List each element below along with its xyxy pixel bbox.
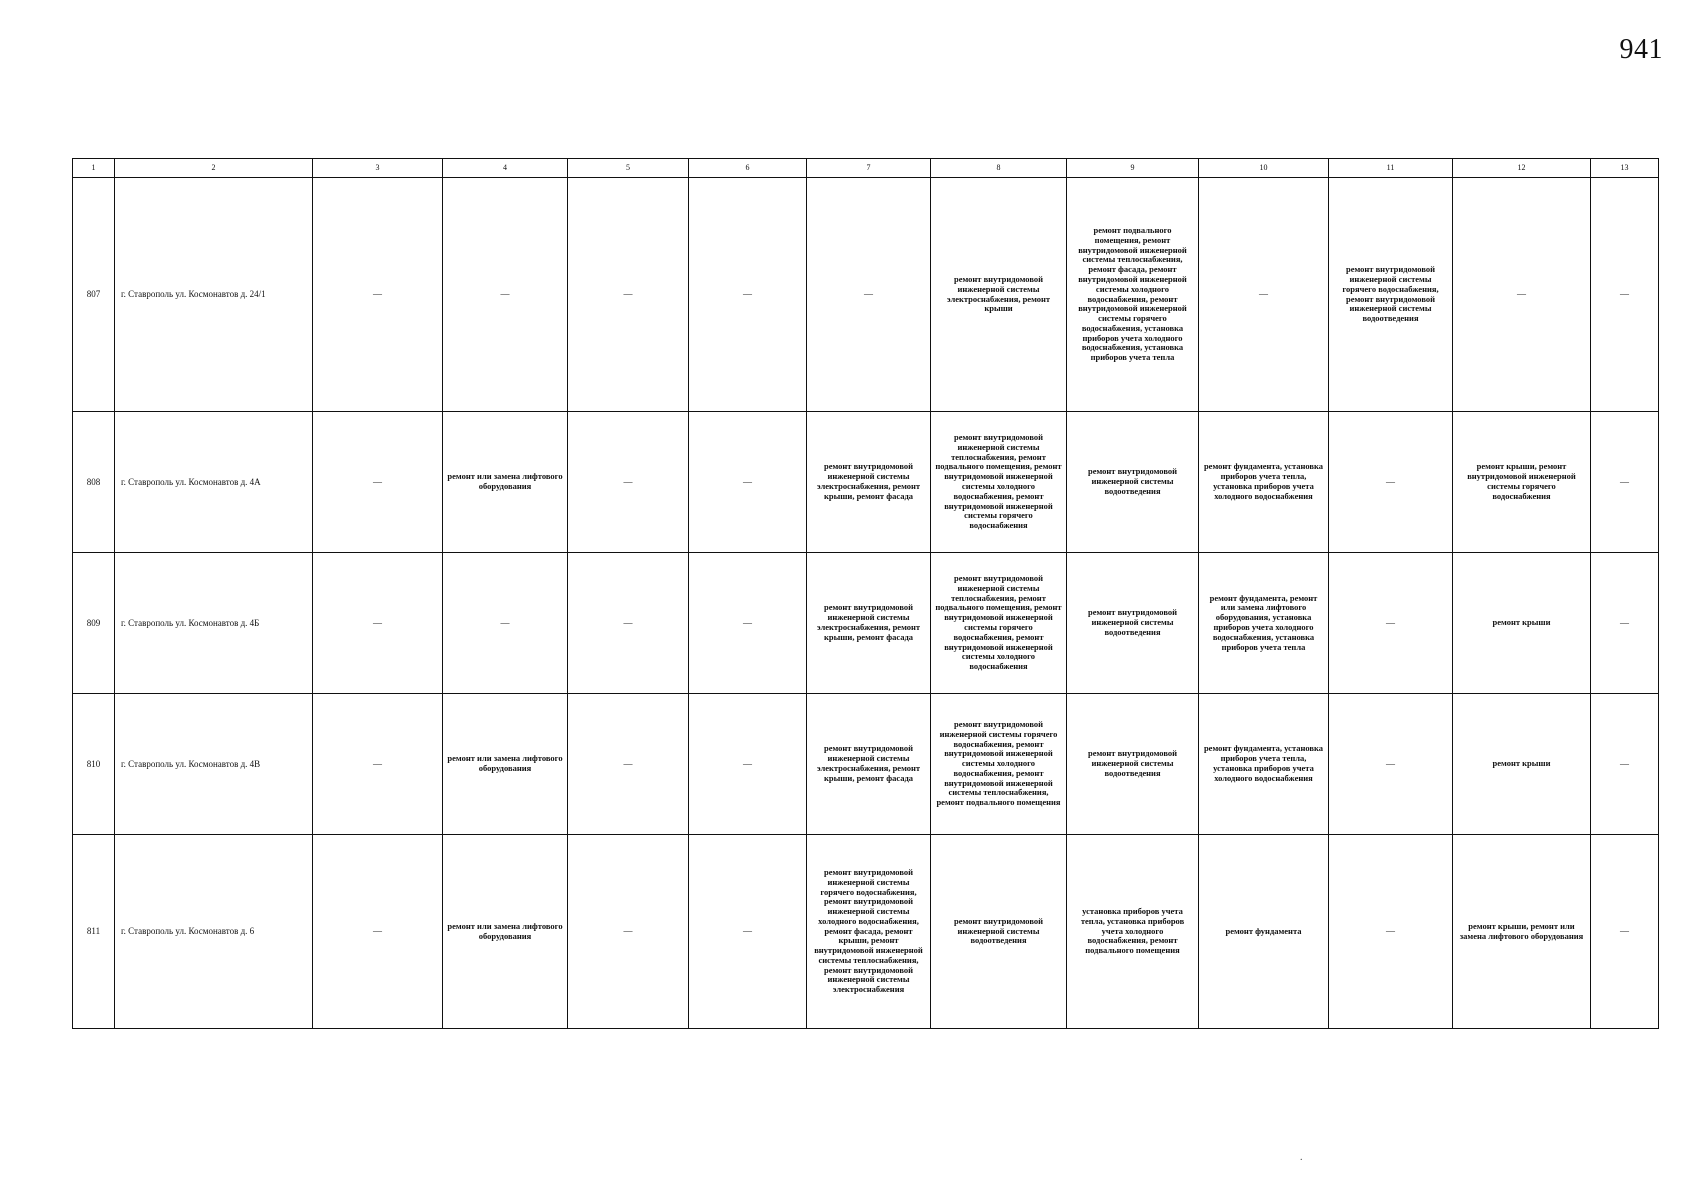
- column-header: 2: [115, 159, 313, 178]
- row-number: 807: [73, 178, 115, 412]
- work-cell: —: [1329, 694, 1453, 835]
- repair-schedule-table: [72, 158, 1659, 1029]
- work-cell: ремонт внутридомовой инженерной системы горячего водоснабжения, ремонт внутридомовой инженерной системы холодного водоснабжения, ремонт фасада, ремонт крыши, ремонт внутридомовой инженерной системы теплоснабжения, ремонт внутридомовой инженерной системы электроснабжения: [807, 835, 931, 1029]
- work-cell: ремонт или замена лифтового оборудования: [443, 412, 568, 553]
- column-header: 5: [568, 159, 689, 178]
- work-cell: —: [1591, 178, 1659, 412]
- work-cell: —: [807, 178, 931, 412]
- work-cell: ремонт внутридомовой инженерной системы водоотведения: [1067, 412, 1199, 553]
- work-cell: —: [689, 178, 807, 412]
- row-number: 811: [73, 835, 115, 1029]
- address-cell: г. Ставрополь ул. Космонавтов д. 24/1: [115, 178, 313, 412]
- column-header: 4: [443, 159, 568, 178]
- column-header: 3: [313, 159, 443, 178]
- work-cell: —: [1453, 178, 1591, 412]
- table-row: [73, 835, 1659, 1029]
- work-cell: —: [313, 694, 443, 835]
- work-cell: ремонт или замена лифтового оборудования: [443, 694, 568, 835]
- work-cell: —: [313, 835, 443, 1029]
- table-row: [73, 694, 1659, 835]
- work-cell: —: [1199, 178, 1329, 412]
- work-cell: ремонт крыши: [1453, 694, 1591, 835]
- work-cell: ремонт внутридомовой инженерной системы горячего водоснабжения, ремонт внутридомовой инженерной системы холодного водоснабжения, ремонт внутридомовой инженерной системы теплоснабжения, ремонт подвального помещения: [931, 694, 1067, 835]
- column-header: 6: [689, 159, 807, 178]
- stray-mark: .: [1300, 1152, 1303, 1163]
- work-cell: —: [1591, 694, 1659, 835]
- column-header: 11: [1329, 159, 1453, 178]
- work-cell: установка приборов учета тепла, установка приборов учета холодного водоснабжения, ремонт подвального помещения: [1067, 835, 1199, 1029]
- column-header: 8: [931, 159, 1067, 178]
- work-cell: —: [689, 412, 807, 553]
- work-cell: ремонт внутридомовой инженерной системы теплоснабжения, ремонт подвального помещения, ремонт внутридомовой инженерной системы холодного водоснабжения, ремонт внутридомовой инженерной системы горячего водоснабжения: [931, 412, 1067, 553]
- address-cell: г. Ставрополь ул. Космонавтов д. 6: [115, 835, 313, 1029]
- table-row: [73, 553, 1659, 694]
- work-cell: ремонт внутридомовой инженерной системы водоотведения: [931, 835, 1067, 1029]
- work-cell: —: [568, 835, 689, 1029]
- work-cell: —: [689, 694, 807, 835]
- column-header: 9: [1067, 159, 1199, 178]
- work-cell: —: [1329, 553, 1453, 694]
- work-cell: ремонт или замена лифтового оборудования: [443, 835, 568, 1029]
- work-cell: —: [313, 412, 443, 553]
- work-cell: —: [1591, 412, 1659, 553]
- work-cell: ремонт внутридомовой инженерной системы электроснабжения, ремонт крыши, ремонт фасада: [807, 694, 931, 835]
- row-number: 808: [73, 412, 115, 553]
- address-cell: г. Ставрополь ул. Космонавтов д. 4А: [115, 412, 313, 553]
- column-header: 7: [807, 159, 931, 178]
- table-row: [73, 178, 1659, 412]
- row-number: 810: [73, 694, 115, 835]
- work-cell: ремонт крыши: [1453, 553, 1591, 694]
- work-cell: ремонт внутридомовой инженерной системы электроснабжения, ремонт крыши: [931, 178, 1067, 412]
- column-header: 12: [1453, 159, 1591, 178]
- table-row: [73, 412, 1659, 553]
- work-cell: ремонт фундамента, ремонт или замена лифтового оборудования, установка приборов учета холодного водоснабжения, установка приборов учета тепла: [1199, 553, 1329, 694]
- address-cell: г. Ставрополь ул. Космонавтов д. 4В: [115, 694, 313, 835]
- work-cell: ремонт внутридомовой инженерной системы электроснабжения, ремонт крыши, ремонт фасада: [807, 412, 931, 553]
- work-cell: ремонт крыши, ремонт внутридомовой инженерной системы горячего водоснабжения: [1453, 412, 1591, 553]
- work-cell: —: [1591, 835, 1659, 1029]
- work-cell: ремонт внутридомовой инженерной системы теплоснабжения, ремонт подвального помещения, ремонт внутридомовой инженерной системы горячего водоснабжения, ремонт внутридомовой инженерной системы холодного водоснабжения: [931, 553, 1067, 694]
- column-header: 1: [73, 159, 115, 178]
- work-cell: —: [689, 835, 807, 1029]
- work-cell: —: [1329, 412, 1453, 553]
- work-cell: —: [568, 694, 689, 835]
- row-number: 809: [73, 553, 115, 694]
- work-cell: ремонт подвального помещения, ремонт внутридомовой инженерной системы теплоснабжения, ремонт фасада, ремонт внутридомовой инженерной системы холодного водоснабжения, ремонт внутридомовой инженерной системы горячего водоснабжения, установка приборов учета холодного водоснабжения, установка приборов учета тепла: [1067, 178, 1199, 412]
- work-cell: ремонт фундамента, установка приборов учета тепла, установка приборов учета холодного водоснабжения: [1199, 694, 1329, 835]
- work-cell: —: [568, 553, 689, 694]
- work-cell: ремонт фундамента, установка приборов учета тепла, установка приборов учета холодного водоснабжения: [1199, 412, 1329, 553]
- work-cell: ремонт внутридомовой инженерной системы горячего водоснабжения, ремонт внутридомовой инженерной системы водоотведения: [1329, 178, 1453, 412]
- work-cell: ремонт внутридомовой инженерной системы водоотведения: [1067, 694, 1199, 835]
- work-cell: —: [568, 178, 689, 412]
- work-cell: ремонт фундамента: [1199, 835, 1329, 1029]
- page-number: 941: [1619, 34, 1663, 65]
- work-cell: ремонт крыши, ремонт или замена лифтового оборудования: [1453, 835, 1591, 1029]
- column-header: 13: [1591, 159, 1659, 178]
- work-cell: —: [1329, 835, 1453, 1029]
- work-cell: —: [313, 553, 443, 694]
- header-row: [73, 159, 1659, 178]
- work-cell: —: [313, 178, 443, 412]
- work-cell: —: [443, 553, 568, 694]
- work-cell: ремонт внутридомовой инженерной системы электроснабжения, ремонт крыши, ремонт фасада: [807, 553, 931, 694]
- work-cell: —: [568, 412, 689, 553]
- work-cell: ремонт внутридомовой инженерной системы водоотведения: [1067, 553, 1199, 694]
- column-header: 10: [1199, 159, 1329, 178]
- work-cell: —: [443, 178, 568, 412]
- address-cell: г. Ставрополь ул. Космонавтов д. 4Б: [115, 553, 313, 694]
- work-cell: —: [1591, 553, 1659, 694]
- work-cell: —: [689, 553, 807, 694]
